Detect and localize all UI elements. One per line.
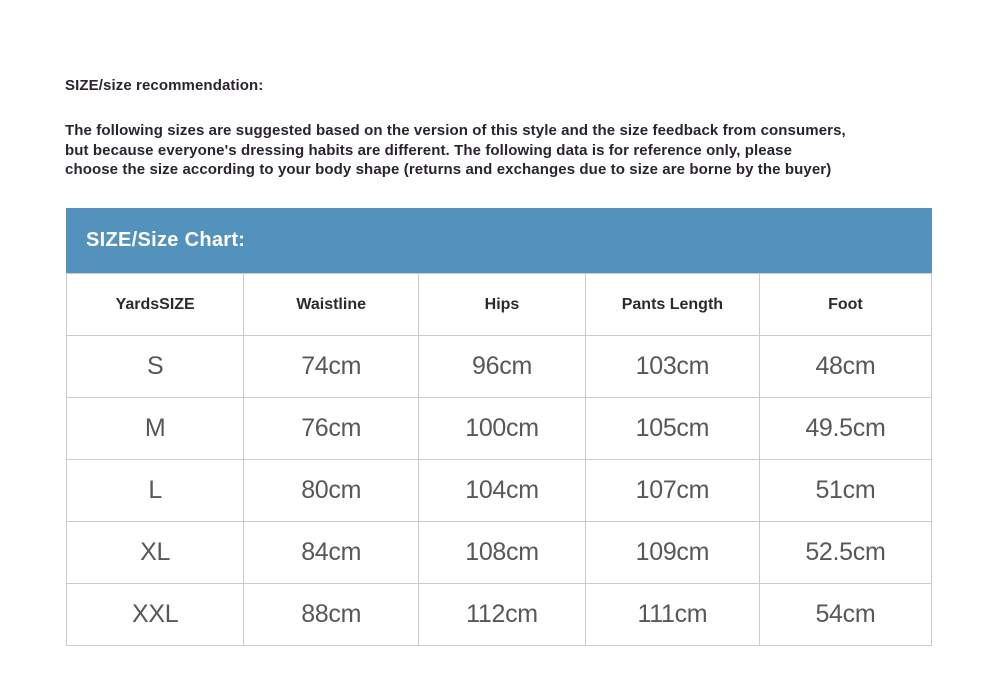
cell-waistline: 76cm: [244, 398, 419, 460]
recommendation-line: The following sizes are suggested based on the version of this style and the size feedback from consumers,: [65, 122, 846, 139]
cell-pants-length: 109cm: [585, 522, 759, 584]
cell-pants-length: 111cm: [585, 584, 759, 646]
column-header-hips: Hips: [419, 274, 586, 336]
cell-pants-length: 107cm: [585, 460, 759, 522]
cell-foot: 49.5cm: [759, 398, 931, 460]
cell-hips: 108cm: [419, 522, 586, 584]
cell-hips: 100cm: [419, 398, 586, 460]
cell-pants-length: 105cm: [585, 398, 759, 460]
cell-foot: 54cm: [759, 584, 931, 646]
size-recommendation-paragraph: [65, 121, 945, 180]
cell-pants-length: 103cm: [585, 336, 759, 398]
cell-hips: 104cm: [419, 460, 586, 522]
cell-size-label: XXL: [67, 584, 244, 646]
cell-size-label: L: [67, 460, 244, 522]
size-chart-title: SIZE/Size Chart:: [86, 229, 246, 251]
cell-hips: 96cm: [419, 336, 586, 398]
column-header-foot: Foot: [759, 274, 931, 336]
size-chart-section: [66, 208, 932, 646]
cell-waistline: 88cm: [244, 584, 419, 646]
table-row-size-xxl: [67, 584, 932, 646]
cell-size-label: M: [67, 398, 244, 460]
size-chart-header-row: [67, 274, 932, 336]
size-chart-table: [66, 273, 932, 646]
cell-waistline: 84cm: [244, 522, 419, 584]
column-header-waistline: Waistline: [244, 274, 419, 336]
size-chart-banner: [66, 208, 932, 273]
cell-foot: 51cm: [759, 460, 931, 522]
size-recommendation-heading: SIZE/size recommendation:: [65, 77, 264, 94]
table-row-size-s: [67, 336, 932, 398]
cell-waistline: 74cm: [244, 336, 419, 398]
table-row-size-l: [67, 460, 932, 522]
cell-foot: 48cm: [759, 336, 931, 398]
table-row-size-xl: [67, 522, 932, 584]
column-header-yards-size: YardsSIZE: [67, 274, 244, 336]
table-row-size-m: [67, 398, 932, 460]
cell-hips: 112cm: [419, 584, 586, 646]
cell-waistline: 80cm: [244, 460, 419, 522]
cell-size-label: XL: [67, 522, 244, 584]
column-header-pants-length: Pants Length: [585, 274, 759, 336]
cell-foot: 52.5cm: [759, 522, 931, 584]
cell-size-label: S: [67, 336, 244, 398]
recommendation-line: but because everyone's dressing habits are different. The following data is for reference only, please: [65, 141, 793, 159]
recommendation-line: choose the size according to your body shape (returns and exchanges due to size are borne by the buyer): [65, 161, 832, 178]
